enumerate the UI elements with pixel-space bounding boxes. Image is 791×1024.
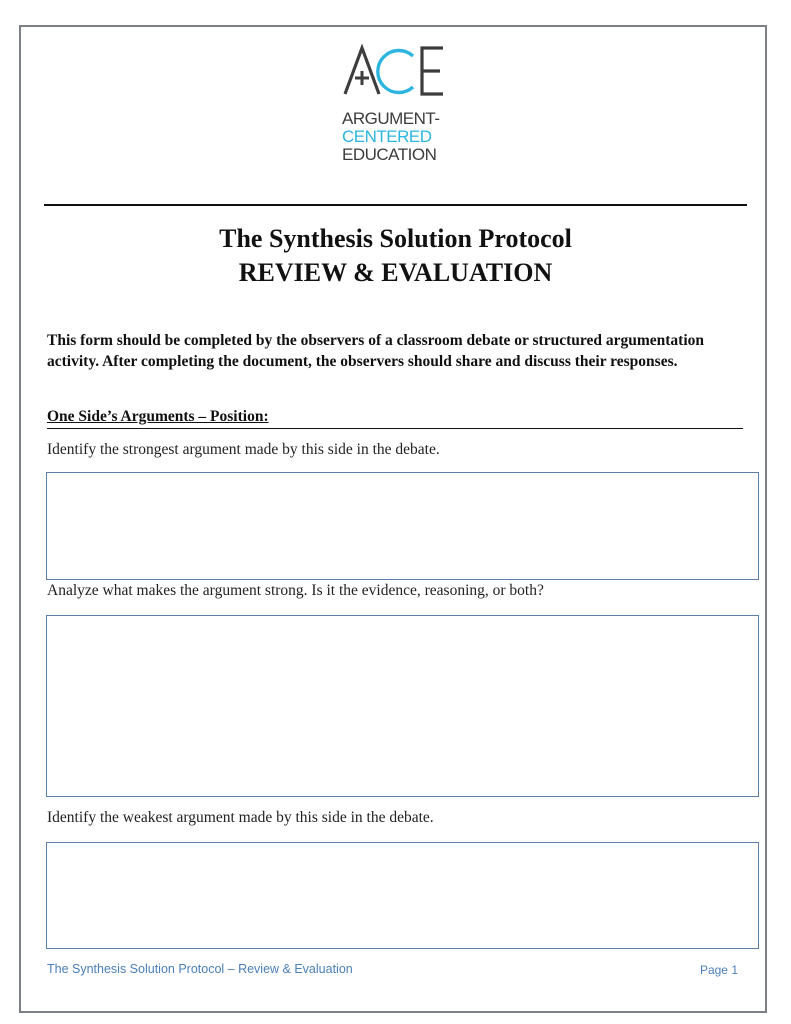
prompt-analyze-strength: Analyze what makes the argument strong. Is it the evidence, reasoning, or both?: [47, 582, 544, 599]
document-subtitle: REVIEW & EVALUATION: [238, 258, 553, 287]
section-heading-text: One Side’s Arguments – Position:: [47, 408, 269, 425]
logo-line-education: EDUCATION: [342, 145, 437, 164]
logo-line-argument: ARGUMENT-: [342, 109, 440, 128]
logo-line-centered: CENTERED: [342, 127, 432, 146]
document-title: The Synthesis Solution Protocol: [219, 224, 572, 253]
answer-box-analyze-strength[interactable]: [46, 615, 759, 797]
intro-instructions: This form should be completed by the observers of a classroom debate or structured argumentation activity. After completing the document, the observers should share and discuss their responses.: [47, 332, 704, 370]
answer-box-strongest-argument[interactable]: [46, 472, 759, 580]
section-heading: [47, 408, 743, 429]
prompt-weakest-argument: Identify the weakest argument made by this side in the debate.: [47, 809, 434, 826]
header-divider: [44, 204, 747, 206]
ace-logo-mark: [343, 44, 447, 98]
answer-box-weakest-argument[interactable]: [46, 842, 759, 949]
prompt-strongest-argument: Identify the strongest argument made by this side in the debate.: [47, 441, 440, 458]
ace-logo: [340, 44, 460, 168]
footer-page-number: Page 1: [699, 963, 738, 977]
footer-title: The Synthesis Solution Protocol – Review & Evaluation: [47, 962, 353, 976]
